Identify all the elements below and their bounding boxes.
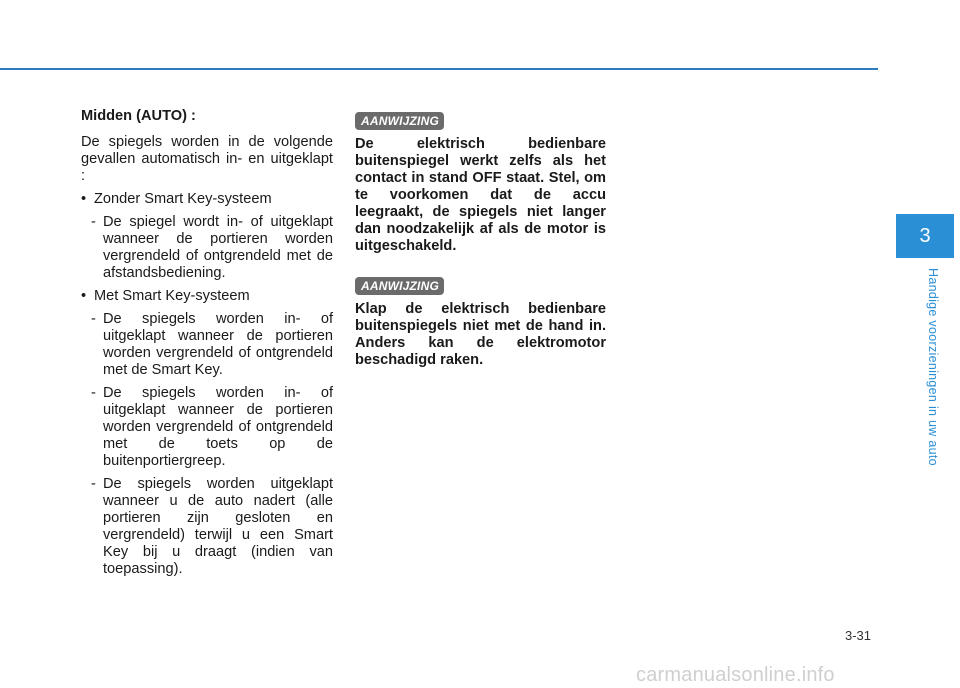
dash-item: [81, 214, 333, 282]
note-spacer: [355, 255, 606, 277]
dash-item: [81, 385, 333, 470]
left-column: [81, 108, 333, 584]
bullet-item: [81, 191, 333, 208]
dash-text: De spiegel wordt in- of uitgeklapt wanneer de portieren worden vergrendeld of ontgrendeld met de afstandsbediening.: [103, 214, 333, 281]
chapter-tab: 3: [896, 214, 954, 258]
bullet-dot: •: [81, 191, 87, 207]
bullet-label: Zonder Smart Key-systeem: [94, 191, 272, 207]
dash-text: De spiegels worden uitgeklapt wanneer u de auto nadert (alle portieren zijn gesloten en vergrendeld) terwijl u een Smart Key bij u draagt (indien van toepassing).: [103, 476, 333, 577]
note-badge: AANWIJZING: [355, 277, 444, 295]
watermark: carmanualsonline.info: [636, 664, 835, 686]
bullet-label: Met Smart Key-systeem: [94, 288, 250, 304]
note-text: Klap de elektrisch bedienbare buitenspiegels niet met de hand in. Anders kan de elektromotor beschadigd raken.: [355, 301, 606, 368]
dash-mark: -: [91, 476, 96, 492]
right-column: [355, 112, 606, 369]
dash-mark: -: [91, 311, 96, 327]
intro-paragraph: De spiegels worden in de volgende gevallen automatisch in- en uitgeklapt :: [81, 134, 333, 184]
dash-item: [81, 311, 333, 379]
note-text: De elektrisch bedienbare buitenspiegel werkt zelfs als het contact in stand OFF staat. Stel, om te voorkomen dat de accu leegraakt, de spiegels niet langer dan noodzakelijk af als de motor is uitgeschakeld.: [355, 136, 606, 254]
bullet-item: [81, 288, 333, 305]
header-rule: [0, 68, 878, 70]
bullet-dot: •: [81, 288, 87, 304]
section-heading: Midden (AUTO) :: [81, 108, 196, 124]
note-badge: AANWIJZING: [355, 112, 444, 130]
page-number: 3-31: [845, 628, 872, 643]
dash-text: De spiegels worden in- of uitgeklapt wanneer de portieren worden vergrendeld of ontgrendeld met de toets op de buitenportiergreep.: [103, 385, 333, 469]
dash-mark: -: [91, 214, 96, 230]
dash-mark: -: [91, 385, 96, 401]
dash-text: De spiegels worden in- of uitgeklapt wanneer de portieren worden vergrendeld of ontgrendeld met de Smart Key.: [103, 311, 333, 378]
chapter-title: Handige voorzieningen in uw auto: [926, 268, 940, 466]
dash-item: [81, 476, 333, 578]
